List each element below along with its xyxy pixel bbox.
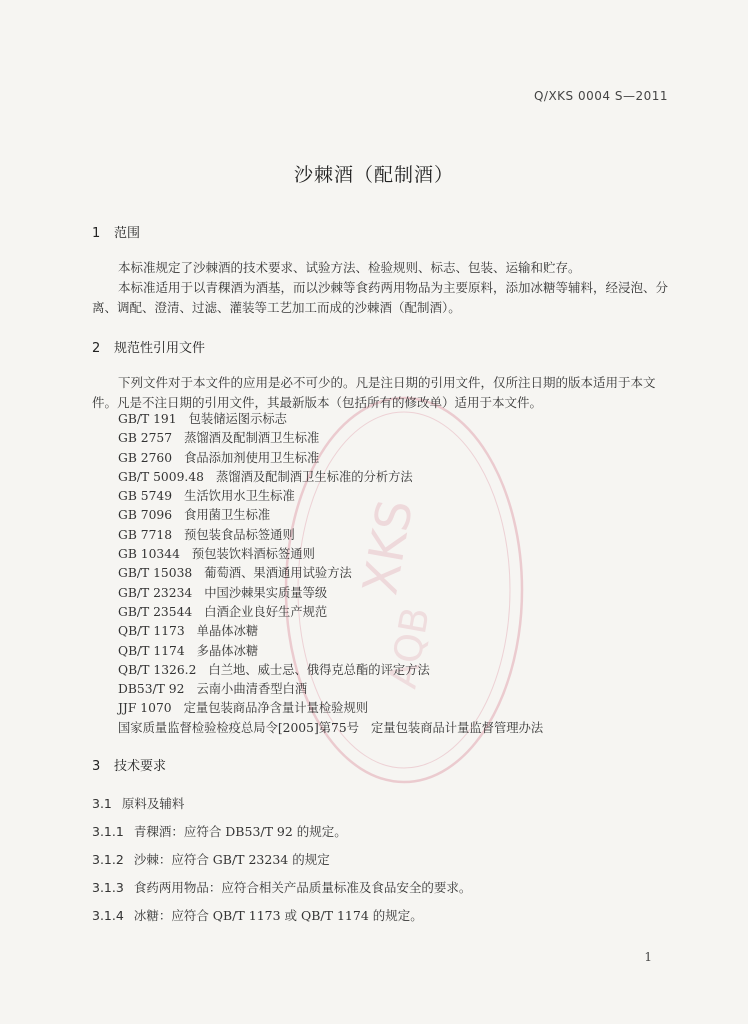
- clause-text: 食药两用物品：应符合相关产品质量标准及食品安全的要求。: [133, 880, 472, 895]
- paragraph: 本标准规定了沙棘酒的技术要求、试验方法、检验规则、标志、包装、运输和贮存。: [118, 260, 581, 275]
- reference-title: 食用菌卫生标准: [184, 508, 271, 523]
- clause-item: [92, 822, 347, 840]
- reference-code: GB/T 23544: [118, 604, 193, 619]
- reference-title: 生活饮用水卫生标准: [184, 489, 295, 504]
- reference-item: [118, 680, 543, 699]
- reference-title: 预包装食品标签通则: [184, 527, 295, 542]
- reference-item: [118, 584, 543, 603]
- clause-item: [92, 878, 471, 896]
- reference-item: [118, 661, 543, 680]
- reference-code: 国家质量监督检验检疫总局令[2005]第75号: [118, 720, 359, 735]
- reference-code: GB/T 191: [118, 412, 177, 426]
- svg-text:AQB: AQB: [380, 603, 438, 692]
- reference-title: 预包装饮料酒标签通则: [191, 547, 315, 562]
- reference-code: DB53/T 92: [118, 682, 185, 697]
- reference-list: [118, 410, 543, 738]
- clause-number: 3.1.4: [92, 908, 124, 923]
- reference-title: 多晶体冰糖: [196, 643, 259, 658]
- paragraph: 本标准适用于以青稞酒为酒基，而以沙棘等食药两用物品为主要原料，添加冰糖等辅料，经浸泡、分离、调配、澄清、过滤、灌装等工艺加工而成的沙棘酒（配制酒）。: [92, 280, 669, 315]
- reference-title: 食品添加剂使用卫生标准: [184, 450, 320, 465]
- reference-title: 白酒企业良好生产规范: [204, 604, 328, 619]
- svg-text:XKS: XKS: [352, 495, 425, 599]
- reference-item: [118, 429, 543, 448]
- reference-code: QB/T 1173: [118, 624, 185, 639]
- reference-item: [118, 603, 543, 622]
- reference-code: GB 5749: [118, 489, 173, 504]
- reference-title: 云南小曲清香型白酒: [196, 682, 308, 697]
- section-2-heading: [92, 337, 205, 356]
- reference-item: [118, 487, 543, 506]
- reference-title: 蒸馏酒及配制酒卫生标准: [184, 431, 320, 446]
- section-number: 3: [92, 759, 101, 774]
- reference-item: [118, 449, 543, 468]
- reference-item: [118, 468, 543, 487]
- reference-title: 中国沙棘果实质量等级: [204, 585, 328, 600]
- reference-title: 单晶体冰糖: [196, 624, 259, 639]
- page-number: 1: [644, 950, 652, 964]
- section-3-heading: [92, 755, 166, 774]
- clause-number: 3.1.1: [92, 824, 124, 839]
- reference-code: QB/T 1174: [118, 643, 185, 658]
- reference-code: GB 7718: [118, 527, 173, 542]
- section-1-heading: [92, 222, 140, 241]
- section-number: 2: [92, 341, 101, 356]
- page-title: 沙棘酒（配制酒）: [293, 164, 454, 186]
- reference-item: [118, 719, 543, 738]
- clause-item: [92, 850, 330, 868]
- reference-item: [118, 564, 543, 583]
- reference-code: GB 2760: [118, 450, 173, 465]
- reference-code: GB 2757: [118, 431, 173, 446]
- clause-text: 沙棘：应符合 GB/T 23234 的规定: [133, 852, 330, 867]
- reference-item: [118, 526, 543, 545]
- paragraph: 下列文件对于本文件的应用是必不可少的。凡是注日期的引用文件，仅所注日期的版本适用于本文件。凡是不注日期的引用文件，其最新版本（包括所有的修改单）适用于本文件。: [92, 375, 656, 410]
- reference-code: GB 7096: [118, 508, 173, 523]
- reference-item: [118, 642, 543, 661]
- document-code: Q/XKS 0004 S—2011: [533, 89, 668, 103]
- section-title: 范围: [114, 226, 141, 241]
- reference-title: 蒸馏酒及配制酒卫生标准的分析方法: [215, 469, 413, 484]
- reference-title: 定量包装商品净含量计量检验规则: [183, 701, 369, 716]
- subsection-heading: [92, 794, 184, 812]
- reference-title: 包装储运图示标志: [188, 412, 287, 426]
- clause-text: 冰糖：应符合 QB/T 1173 或 QB/T 1174 的规定。: [133, 908, 423, 923]
- reference-code: GB/T 23234: [118, 585, 193, 600]
- reference-item: [118, 545, 543, 564]
- reference-item: [118, 622, 543, 641]
- clause-number: 3.1.2: [92, 852, 124, 867]
- clause-item: [92, 906, 423, 924]
- reference-item: [118, 699, 543, 718]
- reference-code: GB/T 5009.48: [118, 469, 204, 484]
- clause-number: 3.1.3: [92, 880, 124, 895]
- subsection-number: 3.1: [92, 796, 112, 811]
- reference-title: 定量包装商品计量监督管理办法: [371, 720, 544, 735]
- reference-item: [118, 506, 543, 525]
- reference-code: GB 10344: [118, 547, 180, 562]
- clause-text: 青稞酒：应符合 DB53/T 92 的规定。: [133, 824, 347, 839]
- reference-code: JJF 1070: [118, 701, 172, 716]
- section-title: 规范性引用文件: [114, 341, 206, 356]
- reference-title: 葡萄酒、果酒通用试验方法: [204, 566, 352, 581]
- section-title: 技术要求: [114, 759, 167, 774]
- reference-code: QB/T 1326.2: [118, 662, 197, 677]
- reference-code: GB/T 15038: [118, 566, 193, 581]
- reference-title: 白兰地、威士忌、俄得克总酯的评定方法: [208, 662, 430, 677]
- subsection-title: 原料及辅料: [121, 796, 185, 811]
- reference-item: [118, 410, 543, 429]
- section-number: 1: [92, 226, 101, 241]
